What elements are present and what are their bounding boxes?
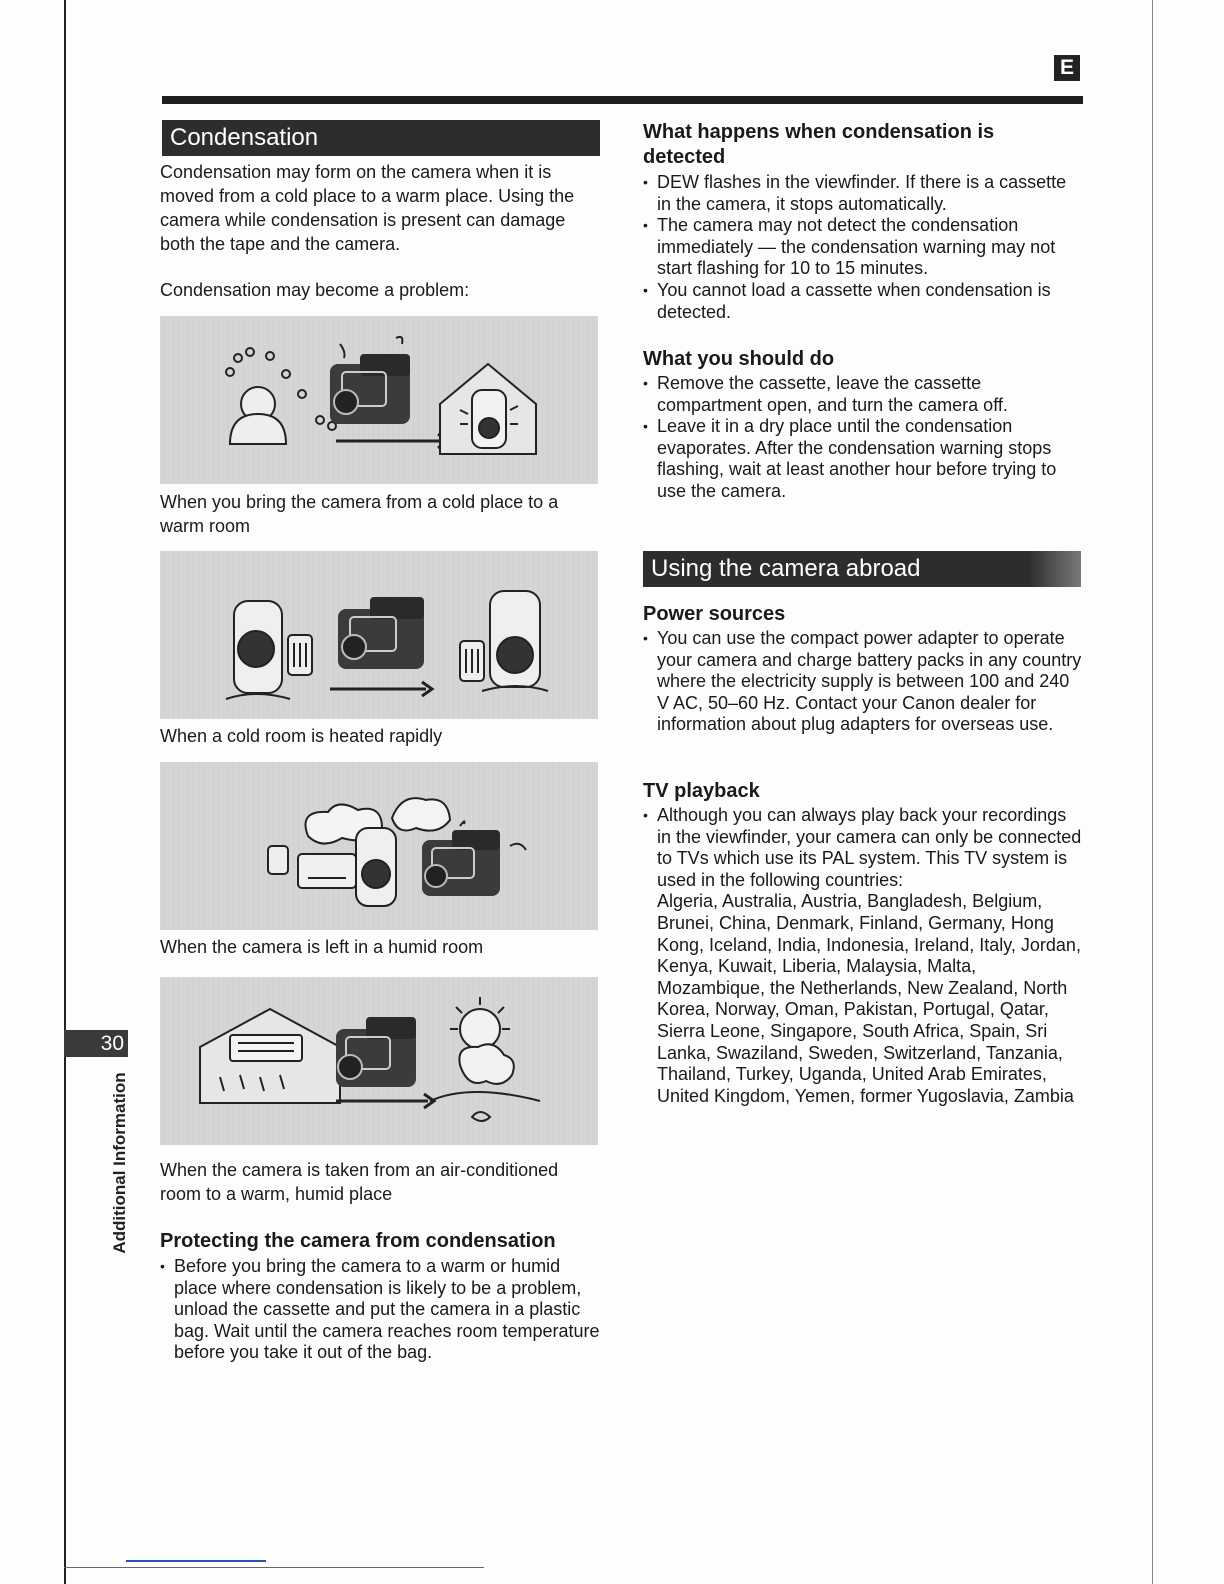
caption-humid-room: When the camera is left in a humid room xyxy=(160,937,484,957)
condensation-intro-block xyxy=(160,160,600,302)
should-do-block xyxy=(643,347,1083,503)
top-rule xyxy=(162,96,1083,104)
condensation-problem-lead: Condensation may become a problem: xyxy=(160,280,470,300)
detected-item: • You cannot load a cassette when condensation is detected. xyxy=(643,280,1083,323)
detected-item: • The camera may not detect the condensation immediately — the condensation warning may not start flashing for 10 to 15 minutes. xyxy=(643,215,1083,280)
heater-camera-illustration xyxy=(160,551,598,719)
detected-heading: What happens when condensation is detected xyxy=(643,121,995,168)
tv-heading: TV playback xyxy=(643,780,760,802)
caption-cold-to-warm: When you bring the camera from a cold place to a warm room xyxy=(160,492,559,536)
detected-block xyxy=(643,120,1083,323)
humidifier-camera-illustration xyxy=(160,762,598,930)
should-do-heading: What you should do xyxy=(643,348,835,370)
power-list xyxy=(643,628,1083,736)
illustration-room-heated xyxy=(160,551,598,719)
protecting-heading: Protecting the camera from condensation xyxy=(160,1230,556,1252)
protecting-list xyxy=(160,1256,600,1364)
aircon-camera-sun-illustration xyxy=(160,977,598,1145)
power-item: • You can use the compact power adapter to operate your camera and charge battery packs in any country where the electricity supply is between 100 and 240 V AC, 50–60 Hz. Contact your Canon dealer for information about plug adapters for overseas use. xyxy=(643,628,1083,736)
page-edge-left xyxy=(64,0,66,1584)
detected-item: • DEW flashes in the viewfinder. If there is a cassette in the camera, it stops automatically. xyxy=(643,172,1083,215)
should-do-item: • Remove the cassette, leave the cassette compartment open, and turn the camera off. xyxy=(643,373,1083,416)
should-do-item: • Leave it in a dry place until the condensation evaporates. After the condensation warning stops flashing, wait at least another hour before trying to use the camera. xyxy=(643,416,1083,502)
illustration-ac-to-humid xyxy=(160,977,598,1145)
protecting-item: • Before you bring the camera to a warm or humid place where condensation is likely to be a problem, unload the cassette and put the camera in a plastic bag. Wait until the camera reaches room temperature before you take it out of the bag. xyxy=(160,1256,600,1364)
power-block xyxy=(643,602,1083,736)
should-do-list xyxy=(643,373,1083,503)
tv-list xyxy=(643,805,1083,1107)
section-title-condensation: Condensation xyxy=(162,120,600,156)
power-heading: Power sources xyxy=(643,603,786,625)
tv-block xyxy=(643,779,1083,1107)
caption-ac-to-humid: When the camera is taken from an air-conditioned room to a warm, humid place xyxy=(160,1160,559,1204)
illustration-humid-room xyxy=(160,762,598,930)
detected-list xyxy=(643,172,1083,323)
bottom-accent-rule xyxy=(126,1560,266,1562)
page-number: 30 xyxy=(64,1030,128,1057)
protecting-block xyxy=(160,1229,600,1364)
caption-room-heated: When a cold room is heated rapidly xyxy=(160,726,443,746)
snowman-camera-house-illustration xyxy=(160,316,598,484)
illustration-cold-to-warm xyxy=(160,316,598,484)
section-title-abroad: Using the camera abroad xyxy=(643,551,1081,587)
tv-item-text: Although you can always play back your recordings in the viewfinder, your camera can only be connected to TVs which use its PAL system. This TV system is used in the following countries: xyxy=(657,805,1082,890)
language-badge: E xyxy=(1054,55,1080,81)
pal-country-list: Algeria, Australia, Austria, Bangladesh, Belgium, Brunei, China, Denmark, Finland, Germany, Hong Kong, Iceland, India, Indonesia, Ireland, Italy, Jordan, Kenya, Kuwait, Liberia, Malaysia, Malta, Mozambique, the Netherlands, New Zealand, North Korea, Norway, Oman, Pakistan, Portugal, Qatar, Sierra Leone, Singapore, South Africa, Spain, Sri Lanka, Swaziland, Sweden, Switzerland, Tanzania, Thailand, Turkey, Uganda, United Arab Emirates, United Kingdom, Yemen, former Yugoslavia, Zambia xyxy=(657,891,1081,1106)
condensation-intro: Condensation may form on the camera when it is moved from a cold place to a warm place. Using the camera while condensation is present can damage both the tape and the camera. xyxy=(160,162,575,254)
tv-item xyxy=(643,805,1083,1107)
section-tab-label: Additional Information xyxy=(110,1072,129,1254)
page-edge-right xyxy=(1152,0,1153,1584)
bottom-rule xyxy=(64,1567,484,1568)
